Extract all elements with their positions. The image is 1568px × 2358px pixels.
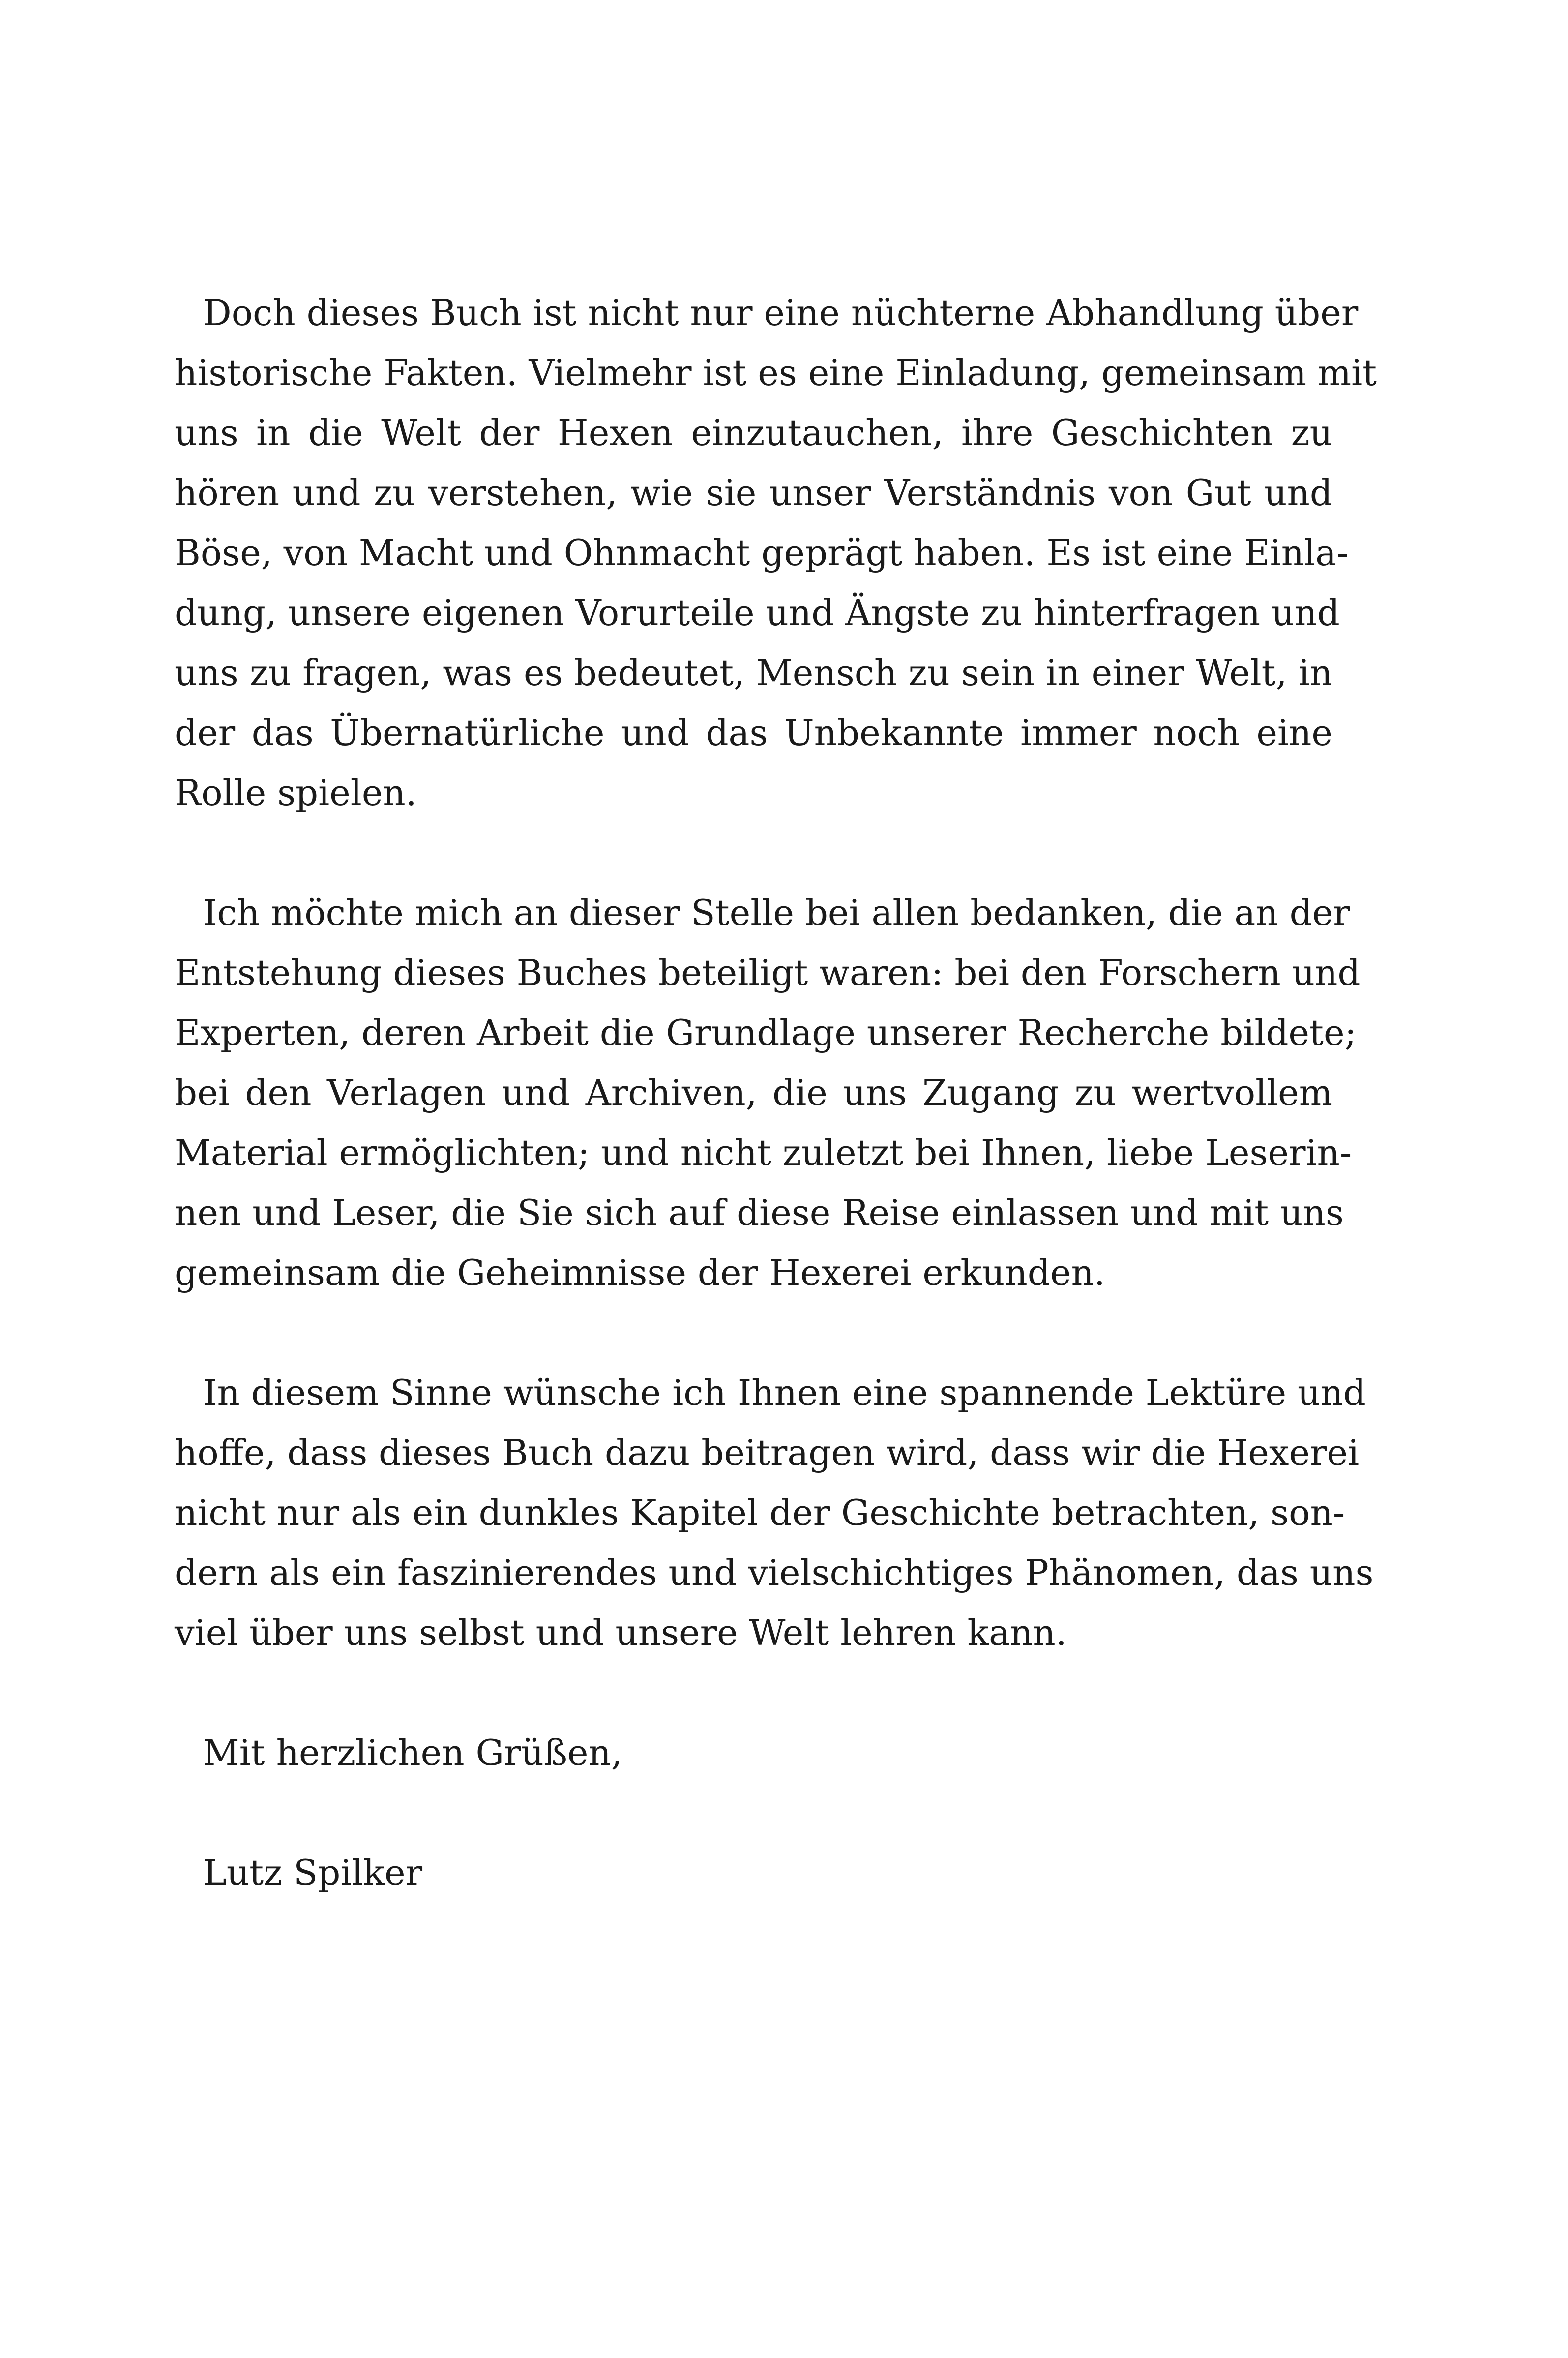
paragraph-line: historische Fakten. Vielmehr ist es eine Einladung, gemeinsam mit — [175, 352, 1377, 393]
paragraph-line: Rolle spielen. — [175, 772, 417, 813]
closing-greeting: Mit herzlichen Grüßen, — [203, 1732, 622, 1773]
paragraph-line: Doch dieses Buch ist nicht nur eine nüchterne Abhandlung über — [203, 292, 1359, 333]
paragraph-line: der das Übernatürliche und das Unbekannte immer noch eine — [175, 712, 1332, 753]
paragraph-line: nicht nur als ein dunkles Kapitel der Geschichte betrachten, son- — [175, 1492, 1345, 1533]
paragraph-line: bei den Verlagen und Archiven, die uns Zugang zu wertvollem — [175, 1072, 1332, 1113]
paragraph-line: Böse, von Macht und Ohnmacht geprägt haben. Es ist eine Einla- — [175, 532, 1349, 573]
paragraph-line: dern als ein faszinierendes und vielschichtiges Phänomen, das uns — [175, 1552, 1374, 1593]
paragraph-line: hoffe, dass dieses Buch dazu beitragen wird, dass wir die Hexerei — [175, 1432, 1360, 1473]
paragraph-line: gemeinsam die Geheimnisse der Hexerei erkunden. — [175, 1252, 1105, 1293]
paragraph-spacer — [175, 1783, 1332, 1843]
paragraph-3 — [175, 1363, 1374, 1663]
author-signature: Lutz Spilker — [203, 1852, 423, 1893]
paragraph-2 — [175, 883, 1361, 1303]
paragraph-line: Ich möchte mich an dieser Stelle bei allen bedanken, die an der — [203, 892, 1350, 933]
paragraph-spacer — [175, 1663, 1332, 1723]
paragraph-line: Experten, deren Arbeit die Grundlage unserer Recherche bildete; — [175, 1012, 1357, 1053]
paragraph-line: Entstehung dieses Buches beteiligt waren: bei den Forschern und — [175, 952, 1361, 993]
paragraph-spacer — [175, 823, 1332, 883]
paragraph-line: hören und zu verstehen, wie sie unser Verständnis von Gut und — [175, 472, 1332, 513]
paragraph-line: nen und Leser, die Sie sich auf diese Reise einlassen und mit uns — [175, 1192, 1344, 1233]
paragraph-line: uns zu fragen, was es bedeutet, Mensch zu sein in einer Welt, in — [175, 652, 1332, 693]
paragraph-1 — [175, 283, 1377, 823]
paragraph-spacer — [175, 1303, 1332, 1363]
paragraph-line: dung, unsere eigenen Vorurteile und Ängste zu hinterfragen und — [175, 592, 1340, 633]
paragraph-line: In diesem Sinne wünsche ich Ihnen eine spannende Lektüre und — [203, 1372, 1366, 1413]
paragraph-line: uns in die Welt der Hexen einzutauchen, ihre Geschichten zu — [175, 412, 1332, 453]
page-text — [175, 283, 1377, 1903]
paragraph-line: Material ermöglichten; und nicht zuletzt bei Ihnen, liebe Leserin- — [175, 1132, 1352, 1173]
paragraph-line: viel über uns selbst und unsere Welt lehren kann. — [175, 1612, 1067, 1653]
